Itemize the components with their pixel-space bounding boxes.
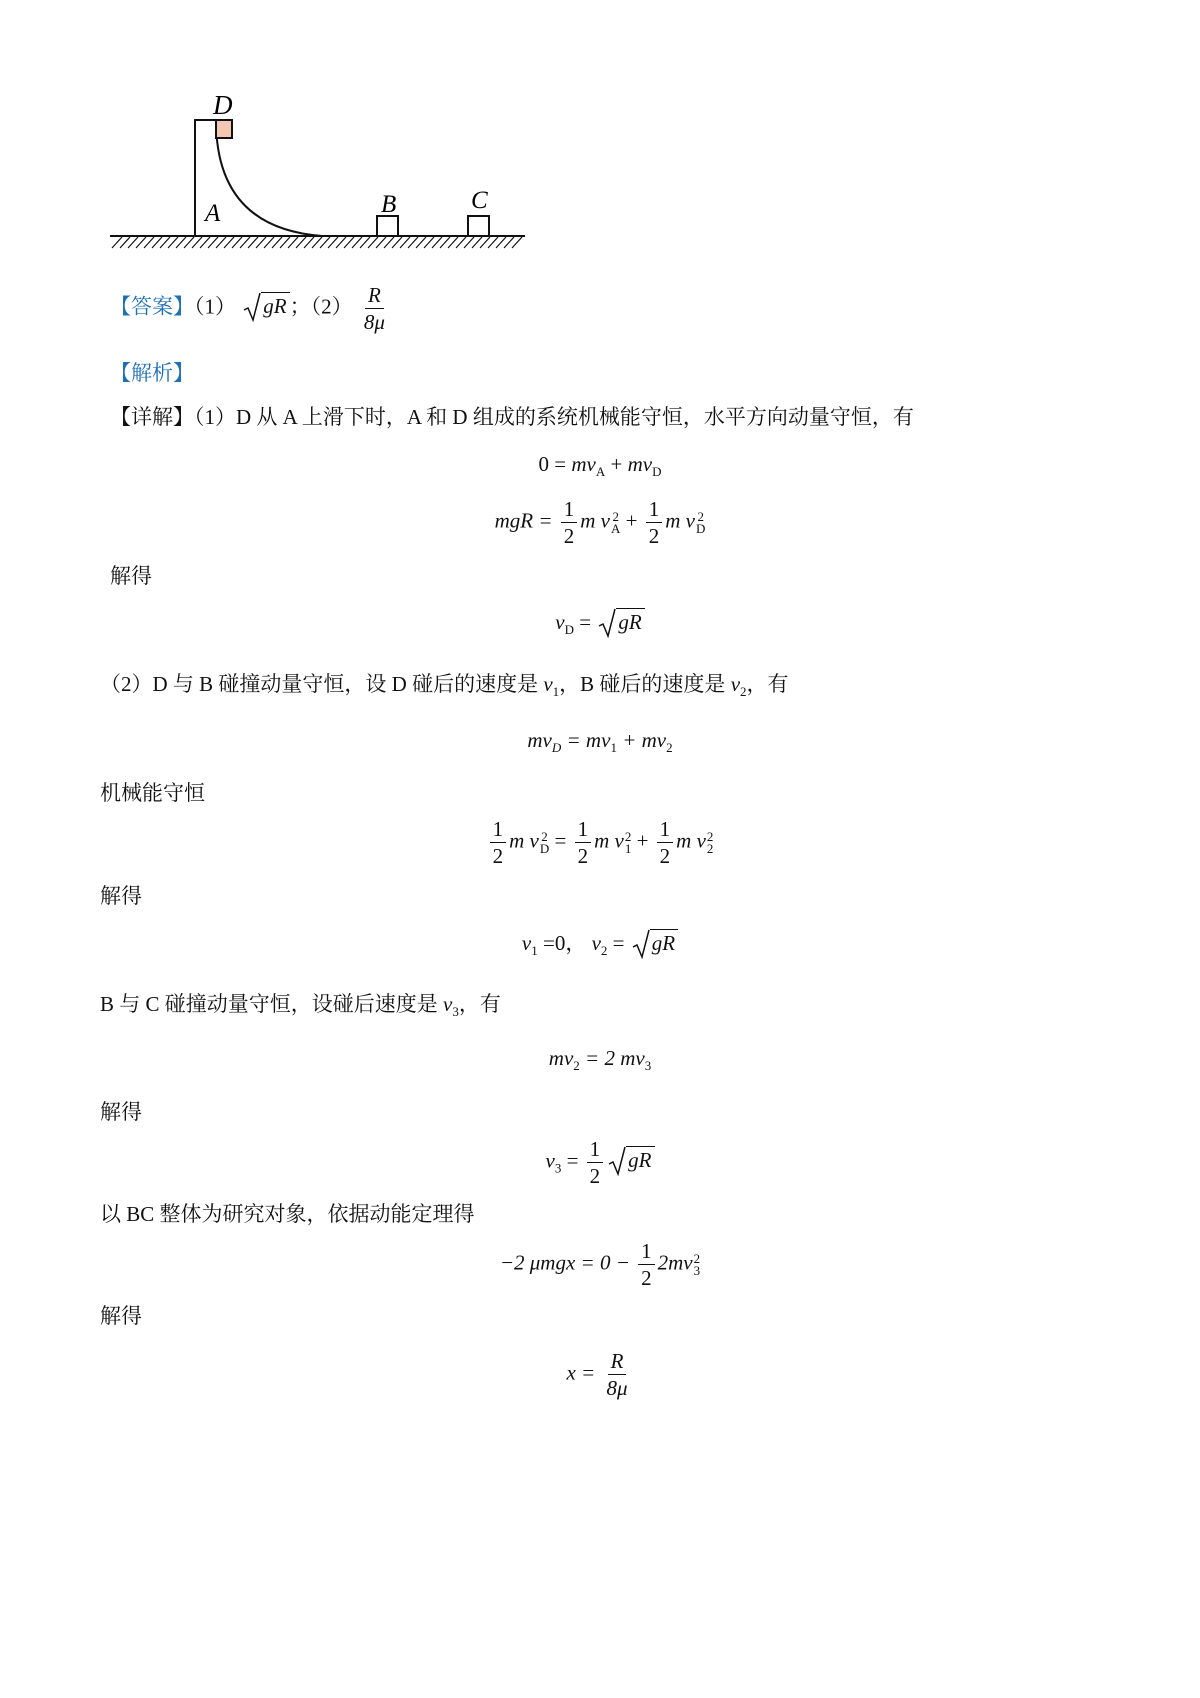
eq8-frac — [587, 1136, 604, 1189]
part2-sub1: 1 — [552, 684, 560, 699]
eq5-frac-b — [575, 816, 592, 869]
eq6-sub1: 1 — [531, 943, 538, 958]
eq10-den: 8μ — [606, 1376, 628, 1400]
label-a: A — [205, 200, 221, 227]
eq9-a: −2 μmgx = 0 − — [499, 1250, 636, 1275]
eq9-num: 1 — [638, 1238, 655, 1265]
eq1-sub2: D — [652, 464, 662, 479]
eq5-supsub-c — [706, 828, 714, 856]
part2-v2: v — [730, 672, 741, 696]
eq2-supsub-b — [696, 508, 706, 536]
eq4-mv: mv — [527, 728, 552, 752]
eq5-sub-a: D — [539, 840, 550, 856]
eq4-sub1: 1 — [610, 740, 617, 755]
part2-text-a: （2）D 与 B 碰撞动量守恒，设 D 碰后的速度是 — [100, 672, 544, 696]
eq2-sub-a: A — [611, 520, 621, 536]
answer-part1-prefix: （1） — [194, 294, 236, 319]
eq2-supsub-a — [611, 508, 621, 536]
eq2-lhs: mgR = — [494, 508, 558, 533]
answer-line — [110, 282, 391, 335]
part2-sub2: 2 — [740, 684, 747, 699]
eq5-eq: = — [549, 828, 572, 853]
energy-line — [100, 777, 205, 807]
eq3-sqrt — [598, 608, 644, 635]
analysis-label: 【解析】 — [110, 361, 194, 385]
eq4-sub2: 2 — [666, 740, 673, 755]
equation-8 — [0, 1136, 1200, 1189]
eq8-den: 2 — [589, 1164, 601, 1188]
eq6-b: = — [607, 931, 630, 955]
block-b — [377, 216, 398, 236]
bc-sub: 3 — [452, 1004, 459, 1019]
detail-line — [110, 401, 914, 431]
physics-diagram — [100, 88, 540, 268]
eq3-eq: = — [574, 610, 597, 634]
solve4-text: 解得 — [100, 1304, 142, 1328]
eq10-num: R — [608, 1348, 627, 1375]
solve2-text: 解得 — [100, 884, 142, 908]
eq6-sqrt — [632, 929, 678, 956]
eq5-num-a: 1 — [490, 816, 507, 843]
eq6-sub2: 2 — [600, 943, 608, 958]
solve-3 — [100, 1096, 142, 1126]
eq3-radicand: gR — [616, 608, 644, 635]
eq1-plus: + — [605, 452, 628, 476]
eq5-den-c: 2 — [659, 844, 671, 868]
eq2-mv-b: m v — [665, 508, 695, 533]
eq7-a: mv — [548, 1046, 574, 1070]
eq5-mv-b: m v — [594, 828, 624, 853]
eq8-radicand: gR — [626, 1146, 654, 1173]
eq5-supsub-a — [539, 828, 550, 856]
equation-6 — [0, 927, 1200, 959]
bc-text-b: ，有 — [458, 992, 501, 1016]
eq9-supsub — [693, 1250, 701, 1278]
equation-3 — [0, 608, 1200, 638]
bc-v: v — [443, 992, 453, 1016]
eq2-frac-a — [561, 496, 578, 549]
equation-7 — [0, 1046, 1200, 1074]
solve-2 — [100, 880, 142, 910]
bc-text-a: B 与 C 碰撞动量守恒，设碰后速度是 — [100, 992, 444, 1016]
eq6-radicand: gR — [650, 929, 678, 956]
label-b: B — [381, 191, 397, 218]
eq5-mv-c: m v — [676, 828, 706, 853]
eq5-supsub-b — [624, 828, 632, 856]
answer-sep: ；（2） — [289, 294, 353, 319]
block-c — [468, 216, 489, 236]
equation-1 — [0, 452, 1200, 480]
eq1-sub1: A — [595, 464, 606, 479]
eq1-lhs: 0 = — [538, 452, 572, 476]
eq5-sup-b: 2 — [624, 828, 632, 844]
equation-5 — [0, 816, 1200, 869]
part2-text-b: ，B 碰后的速度是 — [559, 672, 731, 696]
eq3-sub: D — [564, 622, 575, 637]
eq4-plus: + mv — [616, 728, 667, 752]
answer-label: 【答案】 — [110, 294, 194, 319]
block-d — [216, 120, 232, 138]
equation-10 — [0, 1348, 1200, 1401]
eq6-v1: v — [521, 931, 532, 955]
eq7-b: = 2 mv — [579, 1046, 645, 1070]
eq7-sub3: 3 — [644, 1058, 652, 1073]
answer-den: 8μ — [363, 310, 385, 334]
solve-1 — [110, 560, 152, 590]
eq2-sup-b: 2 — [697, 508, 704, 524]
solve-4 — [100, 1300, 142, 1330]
eq5-den-b: 2 — [577, 844, 589, 868]
answer-fraction — [361, 282, 388, 335]
part2-v1: v — [543, 672, 553, 696]
detail-text: （1）D 从 A 上滑下时，A 和 D 组成的系统机械能守恒，水平方向动量守恒，有 — [194, 405, 914, 429]
eq2-sup-a: 2 — [612, 508, 619, 524]
eq9-sub: 3 — [693, 1262, 701, 1278]
energy-label: 机械能守恒 — [100, 781, 205, 805]
eq5-den-a: 2 — [492, 844, 504, 868]
eq2-sub-b: D — [696, 520, 706, 536]
eq5-num-c: 1 — [657, 816, 674, 843]
eq10-x: x = — [566, 1360, 601, 1385]
eq2-plus: + — [625, 508, 643, 533]
eq5-sup-c: 2 — [706, 828, 714, 844]
eq10-frac — [603, 1348, 630, 1401]
eq5-frac-c — [657, 816, 674, 869]
detail-label: 【详解】 — [110, 405, 194, 429]
answer-sqrt — [243, 292, 289, 319]
ground-hatch — [112, 237, 522, 248]
answer-radicand: gR — [261, 292, 289, 319]
eq2-den-a: 2 — [563, 524, 575, 548]
eq5-num-b: 1 — [575, 816, 592, 843]
eq5-frac-a — [490, 816, 507, 869]
eq5-mv-a: m v — [509, 828, 539, 853]
eq5-sub-c: 2 — [706, 840, 714, 856]
equation-2 — [0, 496, 1200, 549]
equation-4 — [0, 728, 1200, 756]
eq9-frac — [638, 1238, 655, 1291]
analysis-heading — [110, 357, 194, 387]
eq5-plus: + — [636, 828, 654, 853]
eq9-den: 2 — [641, 1266, 652, 1290]
eq8-v: v — [545, 1148, 555, 1173]
label-c: C — [471, 187, 488, 214]
eq2-mv-a: m v — [580, 508, 611, 533]
eq8-num: 1 — [587, 1136, 604, 1163]
eq1-term1: mv — [571, 452, 596, 476]
eq8-eq: = — [561, 1148, 584, 1173]
eq7-sub2: 2 — [573, 1058, 580, 1073]
eq2-frac-b — [646, 496, 663, 549]
equation-9 — [0, 1238, 1200, 1291]
solve3-text: 解得 — [100, 1100, 142, 1124]
label-d: D — [213, 90, 233, 120]
eq8-sqrt — [608, 1146, 654, 1173]
theorem-text: 以 BC 整体为研究对象，依据动能定理得 — [100, 1202, 475, 1226]
eq4-subd: D — [551, 740, 562, 755]
eq5-sub-b: 1 — [624, 840, 632, 856]
eq6-v2: v — [591, 931, 601, 955]
eq2-num-a: 1 — [561, 496, 578, 523]
eq4-eq: = mv — [561, 728, 611, 752]
eq5-sup-a: 2 — [541, 828, 548, 844]
part2-text-c: ，有 — [746, 672, 789, 696]
solve1-text: 解得 — [110, 564, 152, 588]
eq1-term2: mv — [627, 452, 653, 476]
theorem-line — [100, 1198, 475, 1228]
eq2-num-b: 1 — [646, 496, 663, 523]
eq3-v: v — [555, 610, 565, 634]
eq8-sub: 3 — [554, 1160, 562, 1176]
eq2-den-b: 2 — [648, 524, 660, 548]
part2-line — [100, 668, 789, 700]
eq9-b: 2mv — [657, 1250, 693, 1275]
answer-num: R — [365, 282, 384, 309]
eq9-sup: 2 — [693, 1250, 701, 1266]
bc-line — [100, 988, 501, 1020]
eq6-a: =0， — [537, 931, 592, 955]
